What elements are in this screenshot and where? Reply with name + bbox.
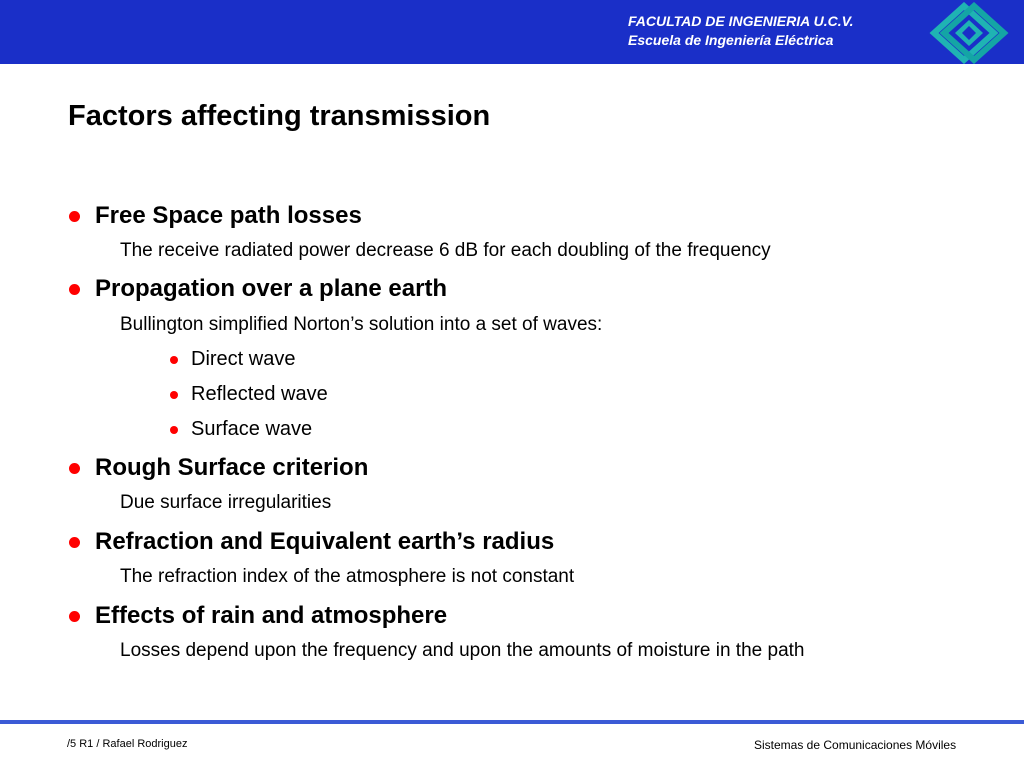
sub-bullet-icon bbox=[170, 356, 178, 364]
slide-title: Factors affecting transmission bbox=[68, 100, 491, 132]
sub-bullet-icon bbox=[170, 391, 178, 399]
bullet-icon bbox=[69, 284, 80, 295]
header-line1: FACULTAD DE INGENIERIA U.C.V. bbox=[628, 13, 854, 29]
bullet-icon bbox=[69, 463, 80, 474]
section-detail-rough-surface: Due surface irregularities bbox=[120, 492, 332, 513]
section-heading-free-space: Free Space path losses bbox=[95, 202, 362, 229]
footer-course: Sistemas de Comunicaciones Móviles bbox=[754, 738, 957, 752]
footer-author: /5 R1 / Rafael Rodriguez bbox=[67, 738, 188, 750]
section-heading-plane-earth: Propagation over a plane earth bbox=[95, 275, 448, 302]
bullet-icon bbox=[69, 537, 80, 548]
bullet-icon bbox=[69, 211, 80, 222]
section-detail-free-space: The receive radiated power decrease 6 dB for each doubling of the frequency bbox=[120, 240, 771, 261]
section-heading-refraction: Refraction and Equivalent earth’s radius bbox=[95, 528, 555, 555]
subitem-direct-wave: Direct wave bbox=[191, 348, 296, 370]
bullet-icon bbox=[69, 611, 80, 622]
subitem-surface-wave: Surface wave bbox=[191, 418, 313, 440]
sub-bullet-icon bbox=[170, 426, 178, 434]
section-heading-rain: Effects of rain and atmosphere bbox=[95, 602, 448, 629]
header-line2: Escuela de Ingeniería Eléctrica bbox=[628, 32, 834, 48]
section-heading-rough-surface: Rough Surface criterion bbox=[95, 454, 369, 481]
section-detail-rain: Losses depend upon the frequency and upon the amounts of moisture in the path bbox=[120, 640, 805, 661]
section-detail-plane-earth: Bullington simplified Norton’s solution into a set of waves: bbox=[120, 314, 603, 335]
section-detail-refraction: The refraction index of the atmosphere is not constant bbox=[120, 566, 575, 587]
footer-divider bbox=[0, 720, 1024, 724]
subitem-reflected-wave: Reflected wave bbox=[191, 383, 328, 405]
